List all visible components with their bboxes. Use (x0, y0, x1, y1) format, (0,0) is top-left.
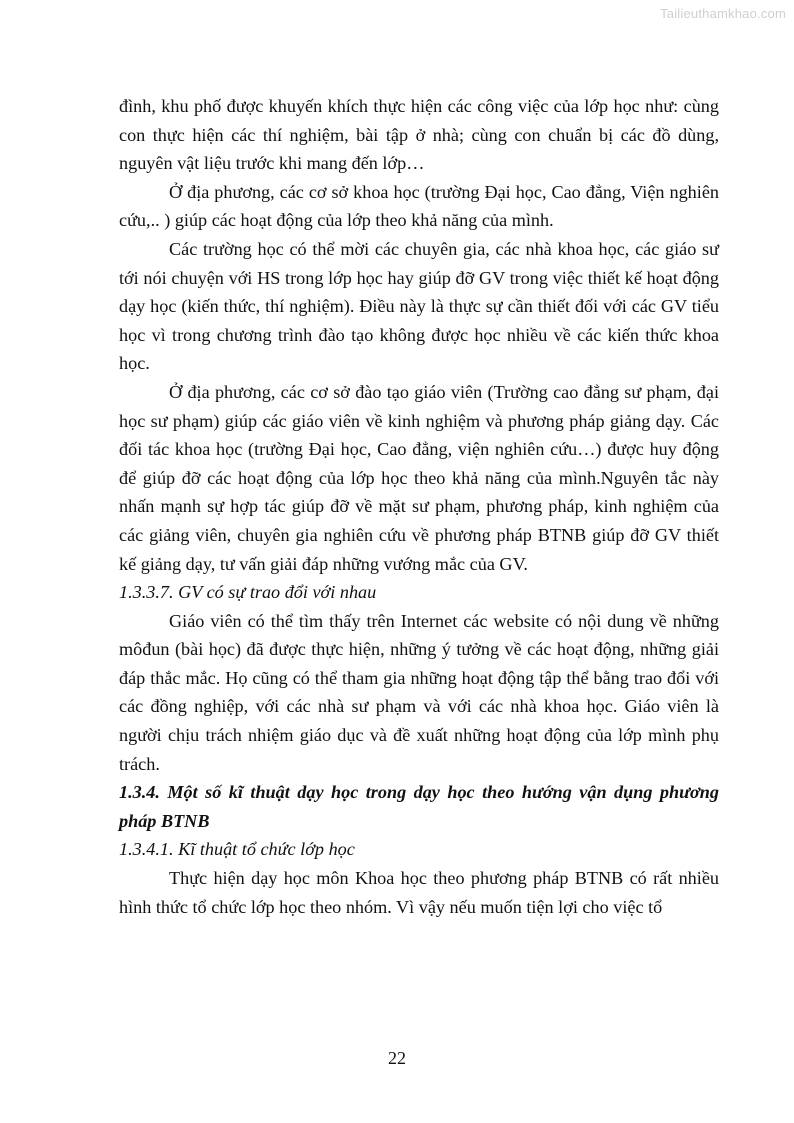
paragraph-class-organization: Thực hiện dạy học môn Khoa học theo phương pháp BTNB có rất nhiều hình thức tổ chức lớp học theo nhóm. Vì vậy nếu muốn tiện lợi cho việc tổ (119, 868, 719, 917)
paragraph-teacher-training: Ở địa phương, các cơ sở đào tạo giáo viên (Trường cao đẳng sư phạm, đại học sư phạm) giúp các giáo viên về kinh nghiệm và phương pháp giảng dạy. Các đối tác khoa học (trường Đại học, Cao đẳng, viện nghiên cứu…) được huy động để giúp đỡ các hoạt động của lớp học theo khả năng của mình.Nguyên tắc này nhấn mạnh sự hợp tác giúp đỡ về mặt sư phạm, phương pháp, kinh nghiệm của các giảng viên, chuyên gia nghiên cứu về phương pháp BTNB giúp đỡ GV thiết kế giảng dạy, tư vấn giải đáp những vướng mắc của GV. (119, 381, 719, 574)
section-heading-1-3-4: 1.3.4. Một số kĩ thuật dạy học trong dạy học theo hướng vận dụng phương pháp BTNB (119, 782, 719, 831)
subheading-1-3-3-7: 1.3.3.7. GV có sự trao đổi với nhau (119, 582, 377, 603)
page-number: 22 (388, 1048, 406, 1068)
paragraph-continuation: đình, khu phố được khuyến khích thực hiện các công việc của lớp học như: cùng con thực hiện các thí nghiệm, bài tập ở nhà; cùng con chuẩn bị các đồ dùng, nguyên vật liệu trước khi mang đến lớp… (119, 96, 719, 174)
page-body (119, 92, 719, 921)
paragraph-teacher-exchange: Giáo viên có thể tìm thấy trên Internet các website có nội dung về những môđun (bài học) đã được thực hiện, những ý tưởng về các hoạt động, những giải đáp thắc mắc. Họ cũng có thể tham gia những hoạt động tập thể bằng trao đổi với các đồng nghiệp, với các nhà sư phạm và với các nhà khoa học. Giáo viên là người chịu trách nhiệm giáo dục và đề xuất những hoạt động của lớp mình phụ trách. (119, 610, 719, 774)
subheading-1-3-4-1: 1.3.4.1. Kĩ thuật tổ chức lớp học (119, 839, 355, 860)
paragraph-schools-invite-experts: Các trường học có thể mời các chuyên gia, các nhà khoa học, các giáo sư tới nói chuyện với HS trong lớp học hay giúp đỡ GV trong việc thiết kế hoạt động dạy học (kiến thức, thí nghiệm). Điều này là thực sự cần thiết đối với các GV tiểu học vì trong chương trình đào tạo không được học nhiều về các kiến thức khoa học. (119, 238, 719, 374)
watermark-text: Tailieuthamkhao.com (660, 6, 786, 21)
paragraph-science-institutions: Ở địa phương, các cơ sở khoa học (trường Đại học, Cao đẳng, Viện nghiên cứu,.. ) giúp các hoạt động của lớp theo khả năng của mình. (119, 181, 719, 231)
